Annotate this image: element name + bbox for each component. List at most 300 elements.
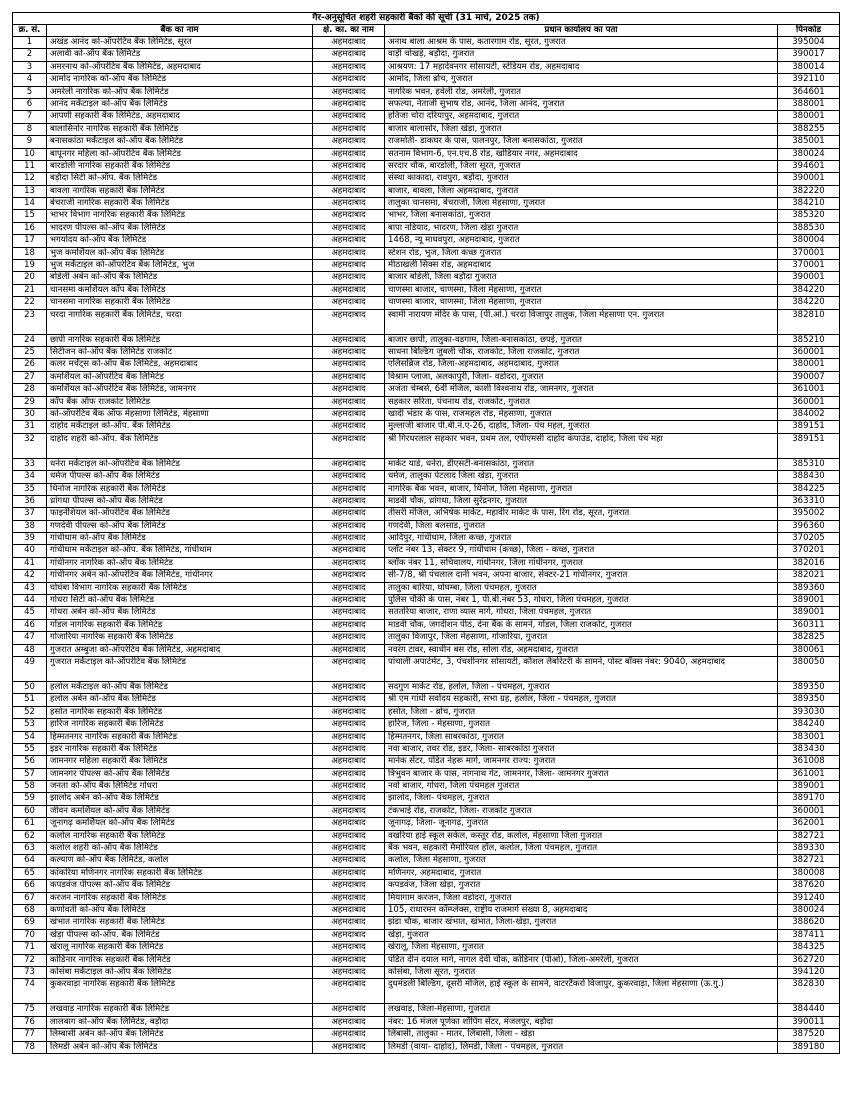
regional-office-cell: अहमदाबाद (313, 458, 385, 470)
serial-cell: 24 (13, 334, 47, 346)
bank-name-cell: चरदा नागरिक सहकारी बैंक लिमिटेड, चरदा (47, 309, 313, 334)
regional-office-cell: अहमदाबाद (313, 74, 385, 86)
serial-cell: 39 (13, 533, 47, 545)
address-cell: सफल्या, नेताजी सुभाष रोड, आनंद, जिला आनंद, गुजरात (385, 98, 778, 110)
pincode-cell: 380024 (778, 148, 840, 160)
table-row (13, 98, 840, 110)
address-cell: एलिसब्रिज रोड, जिला-अहमदाबाद, अहमदाबाद, गुजरात (385, 359, 778, 371)
pincode-cell: 370201 (778, 545, 840, 557)
pincode-cell: 360001 (778, 346, 840, 358)
bank-name-cell: गांधीनगर अर्बन को-ऑपरेटिव बैंक लिमिटेड, गांधीनगर (47, 570, 313, 582)
serial-cell: 15 (13, 210, 47, 222)
bank-name-cell: गणदेवी पीपल्स को-ऑप बैंक लिमिटेड (47, 520, 313, 532)
address-cell: सरदार चौक, बारडोली, जिला सूरत, गुजरात (385, 160, 778, 172)
bank-name-cell: बोडेली अर्बन को-ऑप बैंक लिमिटेड (47, 272, 313, 284)
table-row (13, 185, 840, 197)
bank-name-cell: हसोत नागरिक सहकारी बैंक लिमिटेड (47, 706, 313, 718)
serial-cell: 75 (13, 1004, 47, 1016)
pincode-cell: 384225 (778, 483, 840, 495)
table-row (13, 818, 840, 830)
address-cell: पुलिस चौकी के पास, नंबर 1, पी.बी.नंबर 53, गोधरा, जिला पंचमहल, गुजरात (385, 595, 778, 607)
address-cell: वाड़ी चोखड़े, बड़ौदा, गुजरात (385, 49, 778, 61)
bank-name-cell: अमरेली नागरिक को-ऑप बैंक लिमिटेड (47, 86, 313, 98)
address-cell: मुल्लाजी बाजार पी.बी.नं.ए-26, दाहोद, जिला- पंच महल, गुजरात (385, 421, 778, 433)
regional-office-cell: अहमदाबाद (313, 855, 385, 867)
address-cell: सी-7/8, श्री पंचलाल दानी भवन, अपना बाजार, सेक्टर-21 गांधीनगर, गुजरात (385, 570, 778, 582)
pincode-cell: 362001 (778, 818, 840, 830)
serial-cell: 19 (13, 260, 47, 272)
bank-name-cell: लिम्बासी अर्बन को-ऑप बैंक लिमिटेड (47, 1029, 313, 1041)
table-row (13, 471, 840, 483)
address-cell: हिम्मतनगर, जिला साबरकांठा, गुजरात (385, 731, 778, 743)
bank-name-cell: जामनगर महिला सहकारी बैंक लिमिटेड (47, 756, 313, 768)
table-row (13, 309, 840, 334)
table-row (13, 632, 840, 644)
pincode-cell: 361008 (778, 756, 840, 768)
regional-office-cell: अहमदाबाद (313, 954, 385, 966)
bank-name-cell: अमरनाथ को-ऑपरेटिव बैंक लिमिटेड, अहमदाबाद (47, 61, 313, 73)
regional-office-cell: अहमदाबाद (313, 694, 385, 706)
pincode-cell: 389330 (778, 843, 840, 855)
table-row (13, 892, 840, 904)
regional-office-cell: अहमदाबाद (313, 508, 385, 520)
table-row (13, 483, 840, 495)
address-cell: पांचाली अपार्टमेंट, 3, पंचशीनगर सोसायटी, कौशल लैबोरेटरी के सामने, पोस्ट बॉक्स नंबर: 9040, अहमदाबाद (385, 656, 778, 681)
header-bank-name: बैंक का नाम (47, 25, 313, 37)
bank-name-cell: कुकरवाड़ा नागरिक सहकारी बैंक लिमिटेड (47, 979, 313, 1004)
table-row (13, 533, 840, 545)
regional-office-cell: अहमदाबाद (313, 495, 385, 507)
pincode-cell: 364601 (778, 86, 840, 98)
table-row (13, 942, 840, 954)
address-cell: मणिनगर, अहमदाबाद, गुजरात (385, 867, 778, 879)
serial-cell: 30 (13, 408, 47, 420)
serial-cell: 32 (13, 433, 47, 458)
address-cell: हतिजा चोरा दरियापुर, अहमदाबाद, गुजरात (385, 111, 778, 123)
table-body (13, 37, 840, 1054)
table-row (13, 210, 840, 222)
bank-name-cell: गोधरा सिटी को-ऑप बैंक लिमिटेड (47, 595, 313, 607)
pincode-cell: 363310 (778, 495, 840, 507)
regional-office-cell: अहमदाबाद (313, 607, 385, 619)
table-row (13, 644, 840, 656)
bank-name-cell: इडर नागरिक सहकारी बैंक लिमिटेड (47, 743, 313, 755)
serial-cell: 23 (13, 309, 47, 334)
serial-cell: 1 (13, 37, 47, 49)
pincode-cell: 385310 (778, 458, 840, 470)
regional-office-cell: अहमदाबाद (313, 433, 385, 458)
table-row (13, 173, 840, 185)
serial-cell: 20 (13, 272, 47, 284)
regional-office-cell: अहमदाबाद (313, 719, 385, 731)
document-page (12, 12, 839, 1054)
address-cell: 1468, न्यू माधवपुरा, अहमदाबाद, गुजरात (385, 235, 778, 247)
bank-name-cell: हलोल अर्बन को-ऑप बैंक लिमिटेड (47, 694, 313, 706)
pincode-cell: 370001 (778, 260, 840, 272)
regional-office-cell: अहमदाबाद (313, 37, 385, 49)
address-cell: लिमडी (वाया- दाहोद), लिमडी, जिला - पंचमहल, गुजरात (385, 1041, 778, 1053)
address-cell: सहकार सरिता, पंचनाथ रोड, राजकोट, गुजरात (385, 396, 778, 408)
address-cell: स्टेशन रोड, भुज, जिला कच्छ गुजरात (385, 247, 778, 259)
address-cell: खादी भंडार के पास, राजमहल रोड, मेहसाणा, गुजरात (385, 408, 778, 420)
address-cell: गणदेवी, जिला बलसाड, गुजरात (385, 520, 778, 532)
bank-name-cell: झालोद अर्बन को-ऑप बैंक लिमिटेड (47, 793, 313, 805)
bank-name-cell: ध्रांगधा पीपल्स को-ऑप बैंक लिमिटेड (47, 495, 313, 507)
pincode-cell: 384325 (778, 942, 840, 954)
regional-office-cell: अहमदाबाद (313, 359, 385, 371)
serial-cell: 35 (13, 483, 47, 495)
table-row (13, 545, 840, 557)
table-row (13, 917, 840, 929)
regional-office-cell: अहमदाबाद (313, 917, 385, 929)
address-cell: आदिपुर, गांधीधाम, जिला कच्छ, गुजरात (385, 533, 778, 545)
table-row (13, 260, 840, 272)
serial-cell: 25 (13, 346, 47, 358)
regional-office-cell: अहमदाबाद (313, 396, 385, 408)
pincode-cell: 388530 (778, 222, 840, 234)
bank-name-cell: गोजारिया नागरिक सहकारी बैंक लिमिटेड (47, 632, 313, 644)
address-cell: भाभर, जिला बनासकांठा, गुजरात (385, 210, 778, 222)
serial-cell: 29 (13, 396, 47, 408)
table-row (13, 508, 840, 520)
table-row (13, 830, 840, 842)
pincode-cell: 390007 (778, 371, 840, 383)
address-cell: वखरिया हाई स्कूल सर्कल, कस्तूर रोड, कलोल, मेहसाणा जिला गुजरात (385, 830, 778, 842)
pincode-cell: 387411 (778, 929, 840, 941)
regional-office-cell: अहमदाबाद (313, 98, 385, 110)
regional-office-cell: अहमदाबाद (313, 582, 385, 594)
serial-cell: 3 (13, 61, 47, 73)
regional-office-cell: अहमदाबाद (313, 309, 385, 334)
pincode-cell: 370001 (778, 247, 840, 259)
pincode-cell: 392110 (778, 74, 840, 86)
regional-office-cell: अहमदाबाद (313, 843, 385, 855)
table-row (13, 756, 840, 768)
pincode-cell: 370205 (778, 533, 840, 545)
table-row (13, 731, 840, 743)
pincode-cell: 390001 (778, 173, 840, 185)
serial-cell: 28 (13, 384, 47, 396)
serial-cell: 48 (13, 644, 47, 656)
table-row (13, 148, 840, 160)
table-row (13, 681, 840, 693)
regional-office-cell: अहमदाबाद (313, 545, 385, 557)
regional-office-cell: अहमदाबाद (313, 61, 385, 73)
table-row (13, 272, 840, 284)
address-cell: सदगुण मार्केट रोड, हलोल, जिला - पंचमहल, गुजरात (385, 681, 778, 693)
bank-name-cell: दाहोद मर्केंटाइल को-ऑप. बैंक लिमिटेड (47, 421, 313, 433)
bank-name-cell: कांकरिया मणिनगर नागरिक सहकारी बैंक लिमिटेड (47, 867, 313, 879)
bank-name-cell: कोसंबा मर्केंटाइल को-ऑप बैंक लिमिटेड (47, 966, 313, 978)
pincode-cell: 389001 (778, 781, 840, 793)
table-row (13, 334, 840, 346)
address-cell: दुधमंडली बिल्डिंग, दूसरी मंजिल, हाई स्कूल के सामने, वाटरटैंकरो विजापुर, कुकरवाड़ा, जिला मेहसाणा (ऊ.गु.) (385, 979, 778, 1004)
bank-name-cell: हिम्मतनगर नागरिक सहकारी बैंक लिमिटेड (47, 731, 313, 743)
header-regional-office: क्षे. का. का नाम (313, 25, 385, 37)
bank-name-cell: आमोद नागरिक को-ऑप बैंक लिमिटेड (47, 74, 313, 86)
address-cell: टंकभाई रोड, राजकोट, जिला- राजकोट गुजरात (385, 805, 778, 817)
regional-office-cell: अहमदाबाद (313, 966, 385, 978)
pincode-cell: 388620 (778, 917, 840, 929)
regional-office-cell: अहमदाबाद (313, 371, 385, 383)
table-row (13, 408, 840, 420)
regional-office-cell: अहमदाबाद (313, 1029, 385, 1041)
bank-name-cell: आनंद मर्केंटाइल को-ऑप बैंक लिमिटेड (47, 98, 313, 110)
header-pincode: पिनकोड (778, 25, 840, 37)
address-cell: विश्राम प्लाजा, अलकापुरी, जिला- वडोदरा, गुजरात (385, 371, 778, 383)
address-cell: माडवी चौक, ध्रांगधा, जिला सुरेंद्रनगर, गुजरात (385, 495, 778, 507)
pincode-cell: 382721 (778, 830, 840, 842)
address-cell: खेड़ा, गुजरात (385, 929, 778, 941)
address-cell: बाजार बालासोर, जिला खेड़ा, गुजरात (385, 123, 778, 135)
address-cell: नवरंग टावर, स्वाधीन बस रोड, सोला रोड, अहमदाबाद, गुजरात (385, 644, 778, 656)
pincode-cell: 389001 (778, 607, 840, 619)
table-row (13, 458, 840, 470)
serial-cell: 78 (13, 1041, 47, 1053)
bank-name-cell: कलर मर्चेंट्स को-ऑप बैंक लिमिटेड, अहमदाबाद (47, 359, 313, 371)
table-row (13, 371, 840, 383)
pincode-cell: 385001 (778, 136, 840, 148)
pincode-cell: 384220 (778, 284, 840, 296)
pincode-cell: 390011 (778, 1016, 840, 1028)
serial-cell: 44 (13, 595, 47, 607)
pincode-cell: 382016 (778, 557, 840, 569)
address-cell: नवा बाजार, तवर रोड, इडर, जिला- साबरकांठा गुजरात (385, 743, 778, 755)
table-row (13, 297, 840, 309)
table-row (13, 61, 840, 73)
pincode-cell: 361001 (778, 384, 840, 396)
pincode-cell: 383001 (778, 731, 840, 743)
serial-cell: 60 (13, 805, 47, 817)
pincode-cell: 382830 (778, 979, 840, 1004)
pincode-cell: 394601 (778, 160, 840, 172)
address-cell: नागरिक बैंक भवन, बाजार, धिनोज, जिला मेहसाणा, गुजरात (385, 483, 778, 495)
regional-office-cell: अहमदाबाद (313, 756, 385, 768)
pincode-cell: 384210 (778, 198, 840, 210)
table-row (13, 520, 840, 532)
table-row (13, 929, 840, 941)
bank-name-cell: भादरण पीपल्स को-ऑप बैंक लिमिटेड (47, 222, 313, 234)
bank-name-cell: कर्णावती को-ऑप बैंक लिमिटेड (47, 905, 313, 917)
table-row (13, 570, 840, 582)
serial-cell: 5 (13, 86, 47, 98)
pincode-cell: 382721 (778, 855, 840, 867)
bank-name-cell: कपडवंज पीपल्स को-ऑप बैंक लिमिटेड (47, 880, 313, 892)
pincode-cell: 380001 (778, 111, 840, 123)
bank-name-cell: खेरालू नागरिक सहकारी बैंक लिमिटेड (47, 942, 313, 954)
address-cell: तालुका बारिया, घोघम्बा, जिला पंचमहल, गुजरात (385, 582, 778, 594)
table-row (13, 706, 840, 718)
serial-cell: 70 (13, 929, 47, 941)
serial-cell: 57 (13, 768, 47, 780)
pincode-cell: 380050 (778, 656, 840, 681)
table-row (13, 719, 840, 731)
pincode-cell: 380004 (778, 235, 840, 247)
address-cell: सतनाम विभाग-6, एन.एच.8 रोड, खोडियार नगर, अहमदाबाद (385, 148, 778, 160)
serial-cell: 52 (13, 706, 47, 718)
regional-office-cell: अहमदाबाद (313, 111, 385, 123)
regional-office-cell: अहमदाबाद (313, 346, 385, 358)
pincode-cell: 385210 (778, 334, 840, 346)
regional-office-cell: अहमदाबाद (313, 222, 385, 234)
serial-cell: 69 (13, 917, 47, 929)
bank-name-cell: कलोल शहरी को-ऑप बैंक लिमिटेड (47, 843, 313, 855)
header-serial: क्र. सं. (13, 25, 47, 37)
pincode-cell: 382021 (778, 570, 840, 582)
regional-office-cell: अहमदाबाद (313, 557, 385, 569)
serial-cell: 37 (13, 508, 47, 520)
table-row (13, 37, 840, 49)
pincode-cell: 390001 (778, 272, 840, 284)
serial-cell: 9 (13, 136, 47, 148)
bank-name-cell: गांधीधाम को-ऑप बैंक लिमिटेड (47, 533, 313, 545)
pincode-cell: 388255 (778, 123, 840, 135)
serial-cell: 63 (13, 843, 47, 855)
address-cell: त्रिभुवन बाजार के पास, नागनाथ गेट, जामनगर, जिला- जामनगर गुजरात (385, 768, 778, 780)
bank-name-cell: धनेरा मर्केंटाइल को-ऑपरेटिव बैंक लिमिटेड (47, 458, 313, 470)
regional-office-cell: अहमदाबाद (313, 148, 385, 160)
pincode-cell: 383430 (778, 743, 840, 755)
serial-cell: 72 (13, 954, 47, 966)
serial-cell: 27 (13, 371, 47, 383)
serial-cell: 7 (13, 111, 47, 123)
regional-office-cell: अहमदाबाद (313, 520, 385, 532)
table-row (13, 781, 840, 793)
table-row (13, 867, 840, 879)
table-row (13, 384, 840, 396)
address-cell: नवो बाजार, गोधरा, जिला पंचमहल गुजरात (385, 781, 778, 793)
address-cell: प्लॉट नंबर 13, सेक्टर 9, गांधीधाम (कच्छ), जिला - कच्छ, गुजरात (385, 545, 778, 557)
table-row (13, 346, 840, 358)
bank-name-cell: गांधीधाम मर्केंटाइल को-ऑप. बैंक लिमिटेड, गांधीधाम (47, 545, 313, 557)
serial-cell: 43 (13, 582, 47, 594)
regional-office-cell: अहमदाबाद (313, 160, 385, 172)
address-cell: जूनागढ़, जिला- जूनागढ़, गुजरात (385, 818, 778, 830)
regional-office-cell: अहमदाबाद (313, 632, 385, 644)
regional-office-cell: अहमदाबाद (313, 247, 385, 259)
regional-office-cell: अहमदाबाद (313, 384, 385, 396)
table-row (13, 136, 840, 148)
serial-cell: 14 (13, 198, 47, 210)
address-cell: खेरालू, जिला मेहसाणा, गुजरात (385, 942, 778, 954)
regional-office-cell: अहमदाबाद (313, 272, 385, 284)
serial-cell: 12 (13, 173, 47, 185)
serial-cell: 73 (13, 966, 47, 978)
bank-list-table (12, 12, 840, 1054)
regional-office-cell: अहमदाबाद (313, 830, 385, 842)
serial-cell: 10 (13, 148, 47, 160)
address-cell: श्री एम गांधी सर्वोदय सहकारी, सभा ग्रह, हलोल, जिला - पंचमहल, गुजरात (385, 694, 778, 706)
address-cell: लखवाड़, जिला-मेहसाणा, गुजरात (385, 1004, 778, 1016)
bank-name-cell: आपणी सहकारी बैंक लिमिटेड, अहमदाबाद (47, 111, 313, 123)
serial-cell: 40 (13, 545, 47, 557)
serial-cell: 6 (13, 98, 47, 110)
bank-name-cell: बनासकांठा मर्केंटाइल को-ऑप बैंक लिमिटेड (47, 136, 313, 148)
address-cell: कलोल, जिला मेहसाणा, गुजरात (385, 855, 778, 867)
address-cell: अजंता चेम्बर्स, 6वीं मंजिल, काशी विश्वनाथ रोड, जामनगर, गुजरात (385, 384, 778, 396)
bank-name-cell: बावला नागरिक सहकारी बैंक लिमिटेड (47, 185, 313, 197)
pincode-cell: 382810 (778, 309, 840, 334)
table-row (13, 111, 840, 123)
bank-name-cell: भगयोदय को-ऑप बैंक लिमिटेड (47, 235, 313, 247)
serial-cell: 38 (13, 520, 47, 532)
serial-cell: 56 (13, 756, 47, 768)
table-row (13, 966, 840, 978)
table-row (13, 793, 840, 805)
table-row (13, 160, 840, 172)
pincode-cell: 380061 (778, 644, 840, 656)
table-row (13, 1029, 840, 1041)
bank-name-cell: गोंडल नागरिक सहकारी बैंक लिमिटेड (47, 619, 313, 631)
table-row (13, 284, 840, 296)
table-row (13, 198, 840, 210)
address-cell: सततरिया बाजार, राणा व्यास मार्ग, गोधरा, जिला पंचमहल, गुजरात (385, 607, 778, 619)
regional-office-cell: अहमदाबाद (313, 656, 385, 681)
bank-name-cell: बालासिनोर नागरिक सहकारी बैंक लिमिटेड (47, 123, 313, 135)
table-row (13, 1016, 840, 1028)
regional-office-cell: अहमदाबाद (313, 905, 385, 917)
bank-name-cell: कल्याण को-ऑप बैंक लिमिटेड, कलोल (47, 855, 313, 867)
address-cell: चाणस्मा बाजार, चाणस्मा, जिला मेहसाणा, गुजरात (385, 284, 778, 296)
pincode-cell: 384240 (778, 719, 840, 731)
regional-office-cell: अहमदाबाद (313, 867, 385, 879)
regional-office-cell: अहमदाबाद (313, 1041, 385, 1053)
serial-cell: 11 (13, 160, 47, 172)
bank-name-cell: अखंड आनंद को-ऑपरेटिव बैंक लिमिटेड, सूरत (47, 37, 313, 49)
address-cell: श्री गिरधरलाल सहकार भवन, प्रथम तल, एपीएमसी दाहोद कंपाउंड, दाहोद, जिला पंच महा (385, 433, 778, 458)
pincode-cell: 361001 (778, 768, 840, 780)
table-row (13, 74, 840, 86)
bank-name-cell: गोधरा अर्बन को-ऑप बैंक लिमिटेड (47, 607, 313, 619)
bank-name-cell: गांधीनगर नागरिक को-ऑप बैंक लिमिटेड (47, 557, 313, 569)
table-row (13, 743, 840, 755)
address-cell: पंडित दीन दयाल मार्ग, नागल देवी चौक, कोडिनार (पीओ), जिला-अमरेली, गुजरात (385, 954, 778, 966)
table-row (13, 979, 840, 1004)
regional-office-cell: अहमदाबाद (313, 408, 385, 420)
pincode-cell: 388001 (778, 98, 840, 110)
regional-office-cell: अहमदाबाद (313, 235, 385, 247)
pincode-cell: 393030 (778, 706, 840, 718)
serial-cell: 50 (13, 681, 47, 693)
bank-name-cell: लालबाग को-ऑप बैंक लिमिटेड, बड़ौदा (47, 1016, 313, 1028)
regional-office-cell: अहमदाबाद (313, 421, 385, 433)
serial-cell: 17 (13, 235, 47, 247)
serial-cell: 61 (13, 818, 47, 830)
pincode-cell: 388430 (778, 471, 840, 483)
pincode-cell: 387520 (778, 1029, 840, 1041)
regional-office-cell: अहमदाबाद (313, 942, 385, 954)
pincode-cell: 387620 (778, 880, 840, 892)
bank-name-cell: बड़ौदा सिटी को-ऑप. बैंक लिमिटेड (47, 173, 313, 185)
serial-cell: 64 (13, 855, 47, 867)
pincode-cell: 389151 (778, 421, 840, 433)
address-cell: बाजार छापी, तालुका-वडगाम, जिला-बनासकांठा, छपई, गुजरात (385, 334, 778, 346)
header-address: प्रधान कार्यालय का पता (385, 25, 778, 37)
serial-cell: 62 (13, 830, 47, 842)
pincode-cell: 362720 (778, 954, 840, 966)
pincode-cell: 380024 (778, 905, 840, 917)
bank-name-cell: को-ऑपरेटिव बैंक ऑफ मेहसाणा लिमिटेड, मेहसाणा (47, 408, 313, 420)
address-cell: बैंक भवन, सहकारी मैमोरियल हॉल, कलोल, जिला पंचमहल, गुजरात (385, 843, 778, 855)
table-row (13, 421, 840, 433)
serial-cell: 22 (13, 297, 47, 309)
address-cell: बाजार बोडेली, जिला बड़ौदा गुजरात (385, 272, 778, 284)
table-row (13, 1004, 840, 1016)
table-row (13, 1041, 840, 1053)
address-cell: 105, राधारमन कॉम्प्लेक्स, राष्ट्रीय राजमार्ग संख्या 8, अहमदाबाद (385, 905, 778, 917)
address-cell: झालोद, जिला- पंचमहल, गुजरात (385, 793, 778, 805)
bank-name-cell: गुजरात मर्केंटाइल को-ऑपरेटिव बैंक लिमिटेड (47, 656, 313, 681)
